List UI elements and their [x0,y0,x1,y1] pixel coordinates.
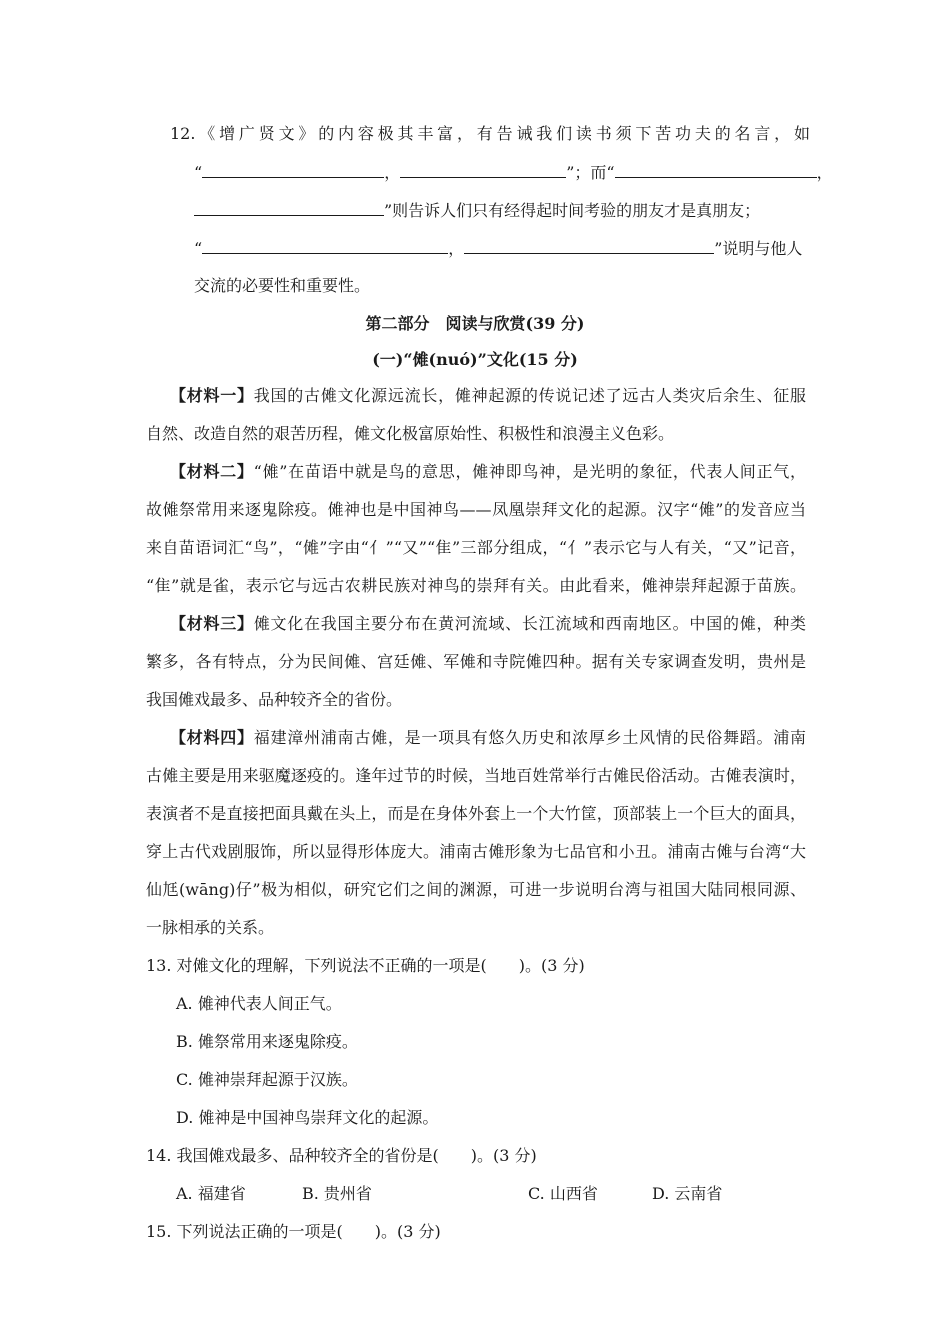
material4-line2: 古傩主要是用来驱魔逐疫的。逢年过节的时候，当地百姓常举行古傩民俗活动。古傩表演时， [146,766,806,785]
material4-line3: 表演者不是直接把面具戴在头上，而是在身体外套上一个大竹筐，顶部装上一个巨大的面具， [146,804,806,823]
q14-option-a[interactable]: A. 福建省 [176,1184,246,1203]
material2-label: 【材料二】 [170,462,254,481]
material2-line4: “隹”就是雀，表示它与远古农耕民族对神鸟的崇拜有关。由此看来，傩神崇拜起源于苗族。 [146,576,806,595]
material4-line5: 仙尪(wāng)仔”极为相似，研究它们之间的渊源，可进一步说明台湾与祖国大陆同根同源、 [146,880,806,899]
material3-label: 【材料三】 [170,614,254,633]
material4-line4: 穿上古代戏剧服饰，所以显得形体庞大。浦南古傩形象为七品官和小丑。浦南古傩与台湾“大 [146,842,806,861]
q15-stem: 15. 下列说法正确的一项是( )。(3 分) [146,1222,441,1241]
q13-option-c[interactable]: C. 傩神崇拜起源于汉族。 [176,1070,358,1089]
material2-line3: 来自苗语词汇“鸟”，“傩”字由“亻”“又”“隹”三部分组成，“亻”表示它与人有关，“又”记音， [146,538,806,557]
answer-blank-4[interactable] [194,198,384,216]
material2-line2: 故傩祭常用来逐鬼除疫。傩神也是中国神鸟——凤凰崇拜文化的起源。汉字“傩”的发音应当 [146,500,806,519]
q12-line1: 12.《增广贤文》的内容极其丰富，有告诫我们读书须下苦功夫的名言，如 [170,124,810,143]
q12-line2: “ ， ”；而“ ， [194,160,833,185]
material1-line1: 【材料一】我国的古傩文化源远流长，傩神起源的传说记述了远古人类灾后余生、征服 [170,386,806,405]
material4-line6: 一脉相承的关系。 [146,918,275,937]
q14-option-d[interactable]: D. 云南省 [652,1184,723,1203]
material3-line1: 【材料三】傩文化在我国主要分布在黄河流域、长江流域和西南地区。中国的傩，种类 [170,614,806,633]
answer-blank-3[interactable] [615,160,817,178]
answer-blank-2[interactable] [400,160,566,178]
answer-blank-5[interactable] [202,236,448,254]
q12-line5: 交流的必要性和重要性。 [194,276,371,295]
material2-line1: 【材料二】“傩”在苗语中就是鸟的意思，傩神即鸟神，是光明的象征，代表人间正气， [170,462,806,481]
material1-line2: 自然、改造自然的艰苦历程，傩文化极富原始性、积极性和浪漫主义色彩。 [146,424,675,443]
q14-option-b[interactable]: B. 贵州省 [302,1184,372,1203]
material3-line3: 我国傩戏最多、品种较齐全的省份。 [146,690,403,709]
q12-line4: “ ， ”说明与他人 [194,236,802,261]
material3-line2: 繁多，各有特点，分为民间傩、宫廷傩、军傩和寺院傩四种。据有关专家调查发明，贵州是 [146,652,806,671]
material4-line1: 【材料四】福建漳州浦南古傩，是一项具有悠久历史和浓厚乡土风情的民俗舞蹈。浦南 [170,728,806,747]
q14-stem: 14. 我国傩戏最多、品种较齐全的省份是( )。(3 分) [146,1146,537,1165]
answer-blank-6[interactable] [464,236,714,254]
q13-option-a[interactable]: A. 傩神代表人间正气。 [176,994,342,1013]
q13-option-b[interactable]: B. 傩祭常用来逐鬼除疫。 [176,1032,358,1051]
material1-label: 【材料一】 [170,386,254,405]
material4-label: 【材料四】 [170,728,254,747]
section1-title: (一)“傩(nuó)”文化(15 分) [372,350,578,369]
answer-blank-1[interactable] [202,160,384,178]
part2-title: 第二部分 阅读与欣赏(39 分) [365,314,585,333]
q12-line3: ”则告诉人们只有经得起时间考验的朋友才是真朋友； [194,198,760,223]
q13-option-d[interactable]: D. 傩神是中国神鸟崇拜文化的起源。 [176,1108,439,1127]
q14-option-c[interactable]: C. 山西省 [528,1184,598,1203]
q13-stem: 13. 对傩文化的理解，下列说法不正确的一项是( )。(3 分) [146,956,585,975]
